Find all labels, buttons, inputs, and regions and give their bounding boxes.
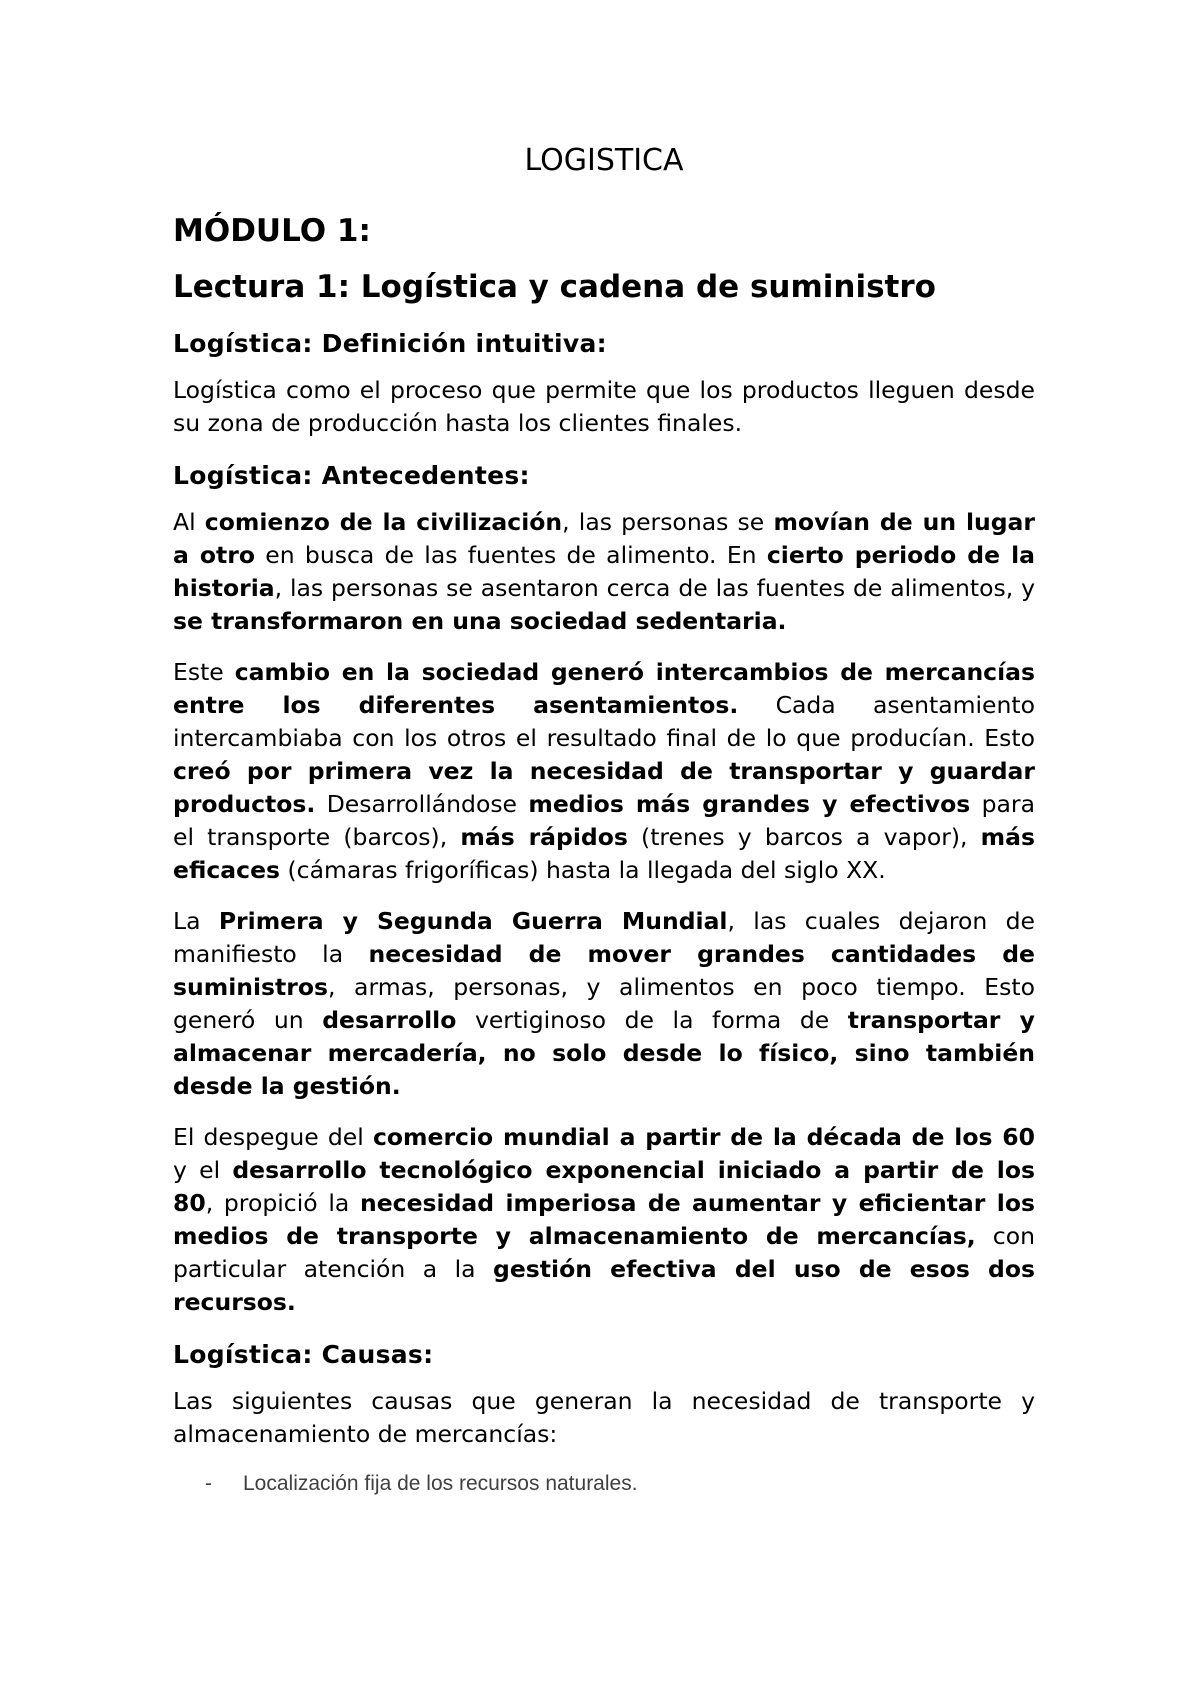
bold-run: creó por primera vez la necesidad de transportar y guardar productos.	[173, 757, 1035, 818]
text-run: La	[173, 907, 219, 935]
bold-run: se transformaron en una sociedad sedentaria.	[173, 607, 787, 635]
text-run: Desarrollándose	[315, 790, 529, 818]
list-item-text: Localización fija de los recursos naturales.	[243, 1472, 638, 1495]
bold-run: más eficaces	[173, 823, 1036, 884]
text-run: (cámaras frigoríficas) hasta la llegada del siglo XX.	[280, 856, 886, 884]
text-run: en busca de las fuentes de alimento. En	[254, 541, 767, 569]
bold-run: desarrollo tecnológico exponencial iniciado a partir de los 80	[173, 1156, 1035, 1217]
text-run: y el	[173, 1156, 233, 1184]
bold-run: comercio mundial a partir de la década de los 60	[372, 1123, 1035, 1151]
text-run: con particular atención a la	[173, 1222, 1035, 1283]
bold-run: necesidad de mover grandes cantidades de suministros	[173, 940, 1035, 1001]
section-heading-definicion: Logística: Definición intuitiva:	[173, 329, 607, 358]
bold-run: necesidad imperiosa de aumentar y eficientar los medios de transporte y almacenamiento de mercancías,	[173, 1189, 1035, 1250]
text-run: , armas, personas, y alimentos en poco tiempo. Esto generó un	[173, 973, 1035, 1034]
paragraph-definicion: Logística como el proceso que permite que los productos lleguen desde su zona de producción hasta los clientes finales.	[173, 376, 1035, 437]
causas-list	[173, 1469, 1035, 1499]
bold-run: movían de un lugar a otro	[173, 508, 1035, 569]
bold-run: cambio en la sociedad generó intercambios de mercancías entre los diferentes asentamientos.	[173, 658, 1036, 719]
list-dash: -	[205, 1472, 212, 1495]
paragraph-antecedentes-2	[173, 656, 1035, 887]
lecture-heading: Lectura 1: Logística y cadena de suministro	[173, 269, 936, 305]
bold-run: cierto periodo de la historia	[173, 541, 1035, 602]
paragraph-antecedentes-3	[173, 905, 1035, 1103]
document-title: LOGISTICA	[524, 143, 684, 178]
document-page	[173, 140, 1035, 1499]
bold-run: más rápidos	[460, 823, 628, 851]
text-run: , las cuales dejaron de manifiesto la	[173, 907, 1035, 968]
text-run: , las personas se asentaron cerca de las fuentes de alimentos, y	[274, 574, 1035, 602]
section-heading-causas: Logística: Causas:	[173, 1340, 434, 1369]
bold-run: desarrollo	[322, 1006, 457, 1034]
bold-run: comienzo de la civilización	[204, 508, 563, 536]
text-run: Al	[173, 508, 205, 536]
text-run: (trenes y barcos a vapor),	[627, 823, 981, 851]
module-heading: MÓDULO 1:	[173, 213, 371, 249]
text-run: , las personas se	[562, 508, 774, 536]
text-run: vertiginoso de la forma de	[456, 1006, 848, 1034]
text-run: Cada asentamiento intercambiaba con los otros el resultado final de lo que producían. Esto	[173, 691, 1035, 752]
text-run: para el transporte (barcos),	[173, 790, 1035, 851]
list-item	[205, 1469, 1035, 1499]
text-run: , propició la	[205, 1189, 360, 1217]
paragraph-causas: Las siguientes causas que generan la necesidad de transporte y almacenamiento de mercancías:	[173, 1387, 1035, 1448]
bold-run: transportar y almacenar mercadería, no solo desde lo físico, sino también desde la gestión.	[173, 1006, 1035, 1100]
paragraph-antecedentes-4	[173, 1121, 1035, 1319]
text-run: El despegue del	[173, 1123, 373, 1151]
text-run: Este	[173, 658, 235, 686]
bold-run: medios más grandes y efectivos	[528, 790, 971, 818]
paragraph-antecedentes-1	[173, 506, 1035, 638]
bold-run: gestión efectiva del uso de esos dos recursos.	[173, 1255, 1036, 1316]
section-heading-antecedentes: Logística: Antecedentes:	[173, 461, 530, 490]
bold-run: Primera y Segunda Guerra Mundial	[218, 907, 728, 935]
